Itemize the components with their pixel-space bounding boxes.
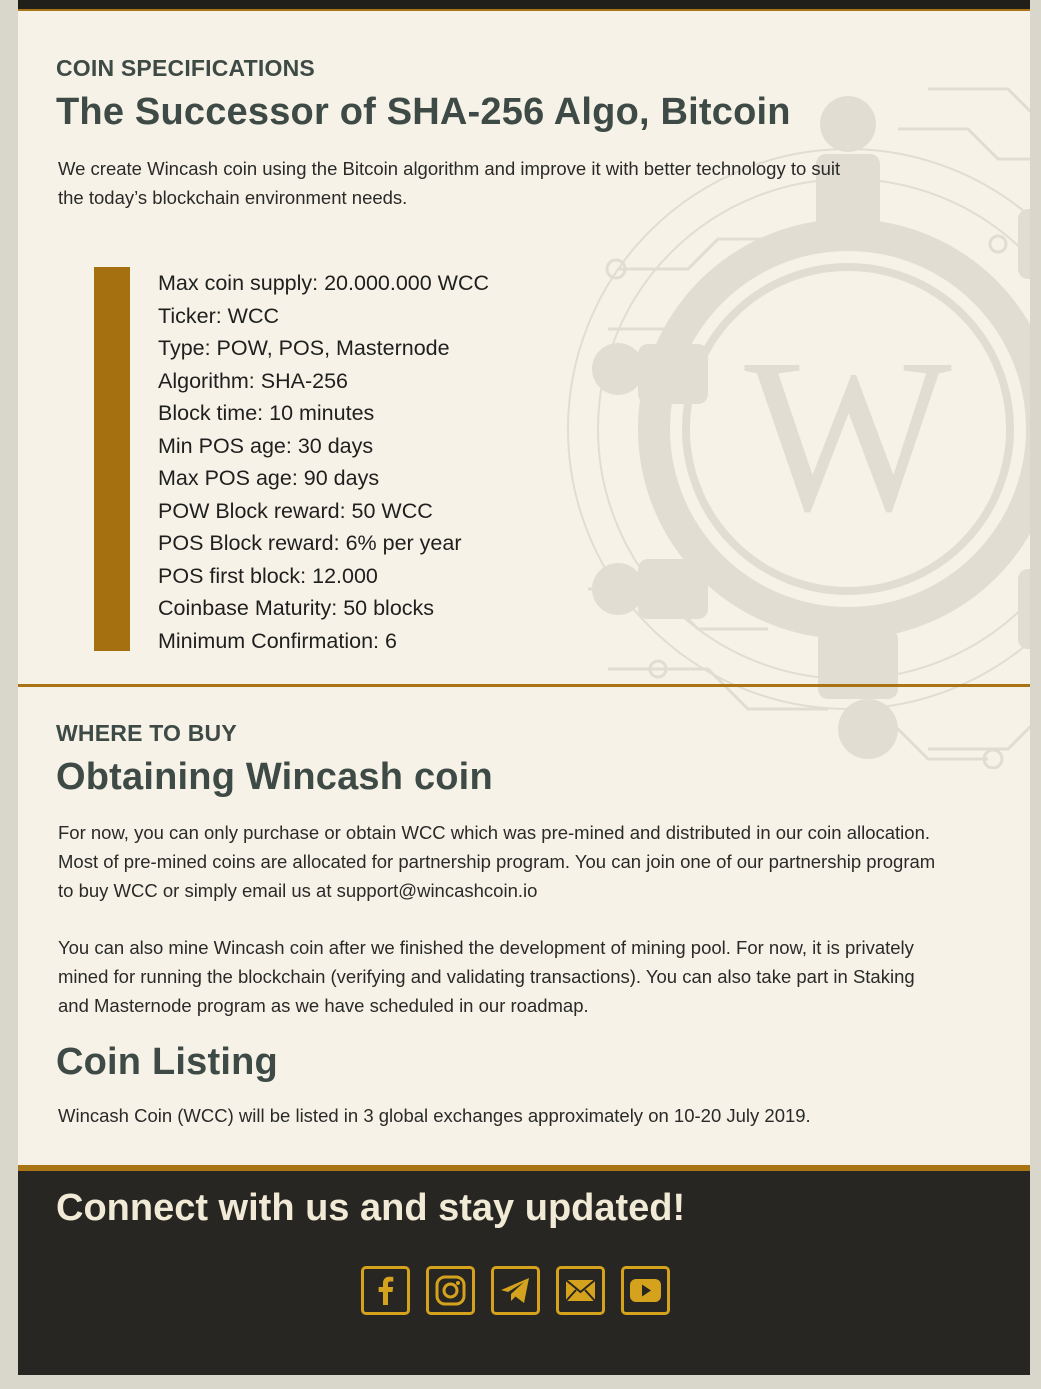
intro-paragraph: We create Wincash coin using the Bitcoin algorithm and improve it with better technology to suit the today’s blockchain environment needs. — [58, 158, 841, 208]
list-item: POS first block: 12.000 — [158, 563, 378, 588]
email-icon — [559, 1269, 602, 1312]
facebook-link[interactable] — [361, 1266, 410, 1315]
list-item: Algorithm: SHA-256 — [158, 368, 348, 393]
page — [18, 0, 1030, 1375]
spec-accent-bar — [94, 267, 130, 651]
section-divider — [18, 684, 1030, 687]
footer — [18, 1165, 1030, 1375]
instagram-link[interactable] — [426, 1266, 475, 1315]
coin-listing-title: Coin Listing — [56, 1041, 278, 1083]
email-link[interactable] — [556, 1266, 605, 1315]
coin-specifications-section — [18, 9, 1030, 686]
list-item: Max POS age: 90 days — [158, 466, 380, 490]
coin-listing-text: Wincash Coin (WCC) will be listed in 3 global exchanges approximately on 10-20 July 2019. — [58, 1105, 811, 1126]
list-item: POS Block reward: 6% per year — [158, 531, 462, 555]
youtube-icon — [624, 1269, 667, 1312]
obtain-paragraph: For now, you can only purchase or obtain WCC which was pre-mined and distributed in our coin allocation. Most of pre-mined coins are allocated for partnership program. You can join one of our partnership program to buy WCC or simply email us at support@wincashcoin.io — [58, 822, 936, 901]
mining-paragraph: You can also mine Wincash coin after we finished the development of mining pool. For now, it is privately mined for running the blockchain (verifying and validating transactions). You can also take part in Staking and Masternode program as we have scheduled in our roadmap. — [58, 937, 915, 1016]
list-item: Ticker: WCC — [158, 303, 280, 328]
where-to-buy-section — [18, 689, 1030, 1169]
watermark-letter: W — [744, 313, 952, 557]
telegram-icon — [494, 1269, 537, 1312]
list-item: Block time: 10 minutes — [158, 401, 375, 425]
section-kicker: WHERE TO BUY — [56, 720, 237, 746]
spec-list — [158, 267, 489, 657]
list-item: Coinbase Maturity: 50 blocks — [158, 596, 435, 620]
list-item: Type: POW, POS, Masternode — [158, 336, 450, 360]
section-kicker: COIN SPECIFICATIONS — [56, 55, 315, 81]
section-title: Obtaining Wincash coin — [56, 756, 493, 798]
list-item: POW Block reward: 50 WCC — [158, 498, 433, 523]
telegram-link[interactable] — [491, 1266, 540, 1315]
list-item: Minimum Confirmation: 6 — [158, 628, 397, 653]
social-links — [361, 1266, 670, 1315]
list-item: Max coin supply: 20.000.000 WCC — [158, 271, 490, 295]
section-title: The Successor of SHA-256 Algo, Bitcoin — [56, 91, 791, 133]
youtube-link[interactable] — [621, 1266, 670, 1315]
facebook-icon — [364, 1269, 407, 1312]
list-item: Min POS age: 30 days — [158, 433, 374, 458]
footer-title: Connect with us and stay updated! — [56, 1187, 686, 1229]
instagram-icon — [429, 1269, 472, 1312]
